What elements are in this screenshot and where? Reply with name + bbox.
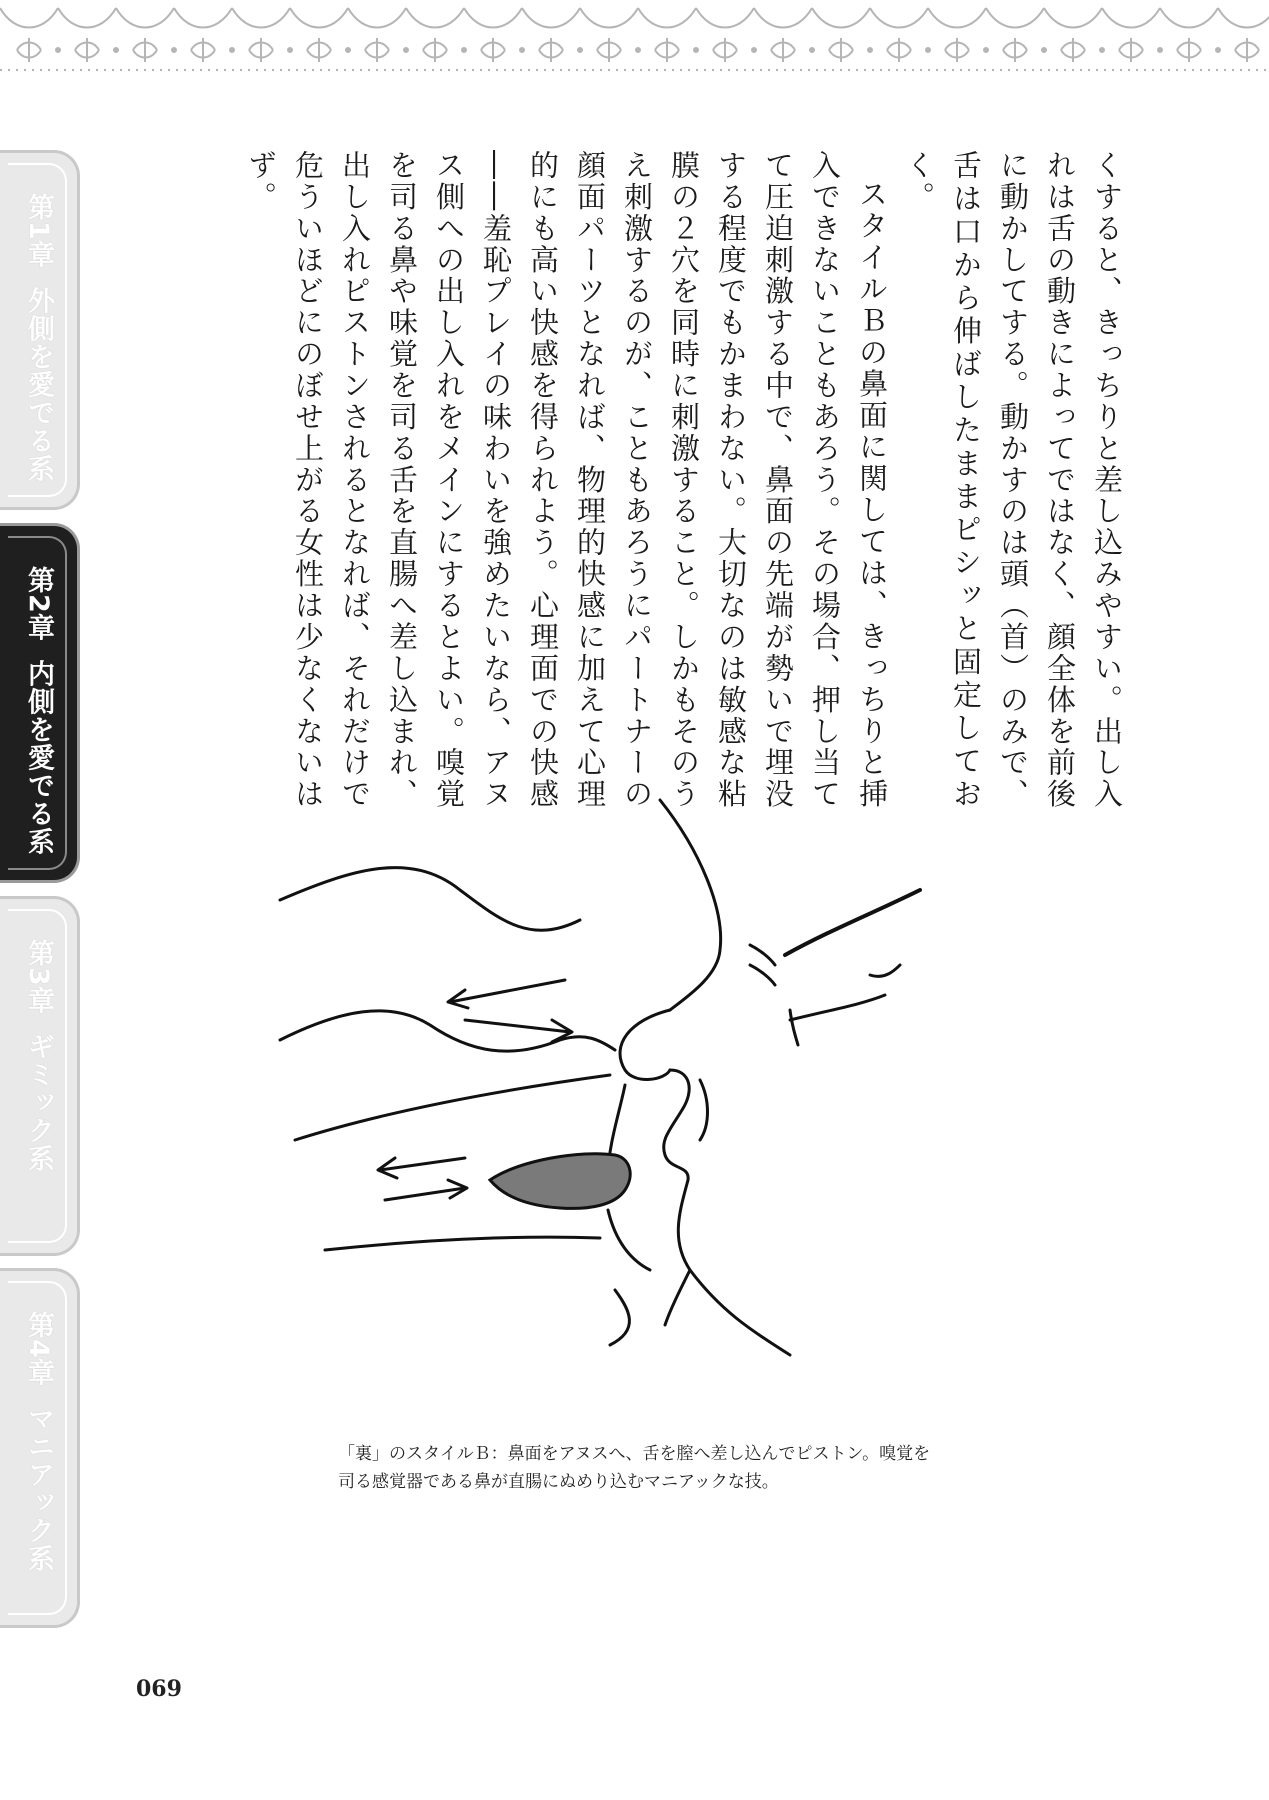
caption-line-1: 「裏」のスタイルＢ：鼻面をアヌスへ、舌を膣へ差し込んでピストン。嗅覚を [338, 1444, 931, 1464]
border-ornament [597, 38, 621, 62]
border-dot [1158, 48, 1162, 52]
border-scallop [406, 8, 464, 28]
border-dot [1216, 48, 1220, 52]
chapter-title: 内側を愛でる系 [23, 659, 54, 856]
upper-arrows [448, 980, 572, 1042]
chapter-number: 第2章 [23, 566, 54, 642]
border-dot [114, 48, 118, 52]
border-ornament [713, 38, 737, 62]
border-ornament [539, 38, 563, 62]
border-ornament [423, 38, 447, 62]
chapter-title: マニアック系 [23, 1404, 54, 1573]
lower-thigh-line [325, 1237, 600, 1250]
tongue-shape [490, 1154, 630, 1209]
nose-line [620, 1010, 670, 1079]
border-dot [1100, 48, 1104, 52]
border-scallop [812, 8, 870, 28]
decorative-top-border [0, 0, 1269, 80]
lower-arrows [378, 1158, 467, 1200]
border-scallop [1160, 8, 1218, 28]
border-ornament [481, 38, 505, 62]
caption-line-2: 司る感覚器である鼻が直腸にぬめり込むマニアックな技。 [338, 1472, 779, 1492]
border-dot [636, 48, 640, 52]
border-scallop [348, 8, 406, 28]
border-dot [752, 48, 756, 52]
arrow-left-upper [450, 980, 565, 1002]
border-scallop [928, 8, 986, 28]
jaw-line [665, 1270, 690, 1325]
border-ornament [1061, 38, 1085, 62]
chapter-tab-4[interactable] [0, 1268, 80, 1628]
chapter-number: 第3章 [23, 939, 54, 1015]
eyebrow-mark-1 [750, 945, 775, 965]
border-dot [1042, 48, 1046, 52]
chapter-title: 外側を愛でる系 [23, 286, 54, 483]
border-dot [694, 48, 698, 52]
border-ornament [307, 38, 331, 62]
border-dot [230, 48, 234, 52]
border-dot [810, 48, 814, 52]
chin-line [678, 1180, 790, 1355]
border-scallop [232, 8, 290, 28]
eyelid-line [790, 1010, 798, 1045]
arrow-right-lower [385, 1188, 465, 1200]
border-scallop [580, 8, 638, 28]
chapter-tab-label [16, 566, 60, 856]
illustration [270, 770, 970, 1430]
border-scallop [116, 8, 174, 28]
chapter-number: 第1章 [23, 193, 54, 269]
border-scallop [870, 8, 928, 28]
cheek-line [700, 1080, 708, 1140]
upper-thigh-line [295, 1075, 610, 1140]
border-ornament [17, 38, 41, 62]
border-scallop [290, 8, 348, 28]
border-dot [56, 48, 60, 52]
page-number: 069 [136, 1676, 182, 1702]
border-dot [984, 48, 988, 52]
lip-line [664, 1070, 690, 1180]
eye-crease [870, 965, 900, 976]
border-dot [172, 48, 176, 52]
border-ornament [655, 38, 679, 62]
border-ornament [1235, 38, 1259, 62]
upper-buttock-curve [280, 868, 580, 931]
border-dot [346, 48, 350, 52]
border-ornament [133, 38, 157, 62]
border-dot [926, 48, 930, 52]
border-scallop [0, 8, 58, 28]
border-dot [462, 48, 466, 52]
forehead-line [660, 800, 721, 1010]
border-scallop [638, 8, 696, 28]
tongue-underside-line [610, 1290, 629, 1345]
chapter-number: 第4章 [23, 1311, 54, 1387]
border-scallop [1044, 8, 1102, 28]
chapter-tab-label [16, 1311, 60, 1573]
chapter-tab-3[interactable] [0, 896, 80, 1256]
chapter-tab-1[interactable] [0, 150, 80, 510]
border-scallop [522, 8, 580, 28]
chapter-title: ギミック系 [23, 1032, 54, 1173]
border-scallop [986, 8, 1044, 28]
border-ornament [191, 38, 215, 62]
border-dot [520, 48, 524, 52]
chapter-tab-label [16, 193, 60, 483]
border-ornament [1177, 38, 1201, 62]
border-scallop [754, 8, 812, 28]
border-ornament [1003, 38, 1027, 62]
border-ornament [75, 38, 99, 62]
border-scallop [174, 8, 232, 28]
closed-eye-lower [790, 995, 885, 1020]
body-paragraph-1: くすると、きっちりと差し込みやすい。出し入れは舌の動きによってではなく、顔全体を前後に動かしてする。動かすのは頭（首）のみで、舌は口から伸ばしたままピシッと固定しておく。 [902, 150, 1124, 810]
border-dot [578, 48, 582, 52]
illustration-caption [338, 1440, 978, 1496]
border-dot [868, 48, 872, 52]
border-scallop [58, 8, 116, 28]
border-scallop [696, 8, 754, 28]
eyebrow-mark-2 [750, 965, 775, 985]
chapter-tab-label [16, 939, 60, 1173]
border-scallop [1218, 8, 1269, 28]
lower-lip-line [608, 1210, 650, 1270]
chapter-tab-2[interactable] [0, 523, 80, 883]
border-scallop [464, 8, 522, 28]
border-dot [288, 48, 292, 52]
border-ornament [945, 38, 969, 62]
border-ornament [1119, 38, 1143, 62]
border-ornament [829, 38, 853, 62]
border-scallop [1102, 8, 1160, 28]
body-text [244, 150, 1130, 810]
border-ornament [887, 38, 911, 62]
border-ornament [771, 38, 795, 62]
border-ornament [249, 38, 273, 62]
body-paragraph-2: スタイルＢの鼻面に関しては、きっちりと挿入できないこともあろう。その場合、押し当てて圧迫刺激する中で、鼻面の先端が勢いで埋没する程度でもかまわない。大切なのは敏感な粘膜の２穴を同時に刺激すること。しかもそのうえ刺激するのが、こともあろうにパートナーの顔面パーツとなれば、物理的快感に加えて心理的にも高い快感を得られよう。心理面での快感――羞恥プレイの味わいを強めたいなら、アヌス側への出し入れをメインにするとよい。嗅覚を司る鼻や味覚を司る舌を直腸へ差し込まれ、出し入れピストンされるとなれば、それだけで危ういほどにのぼせ上がる女性は少なくないはず。 [244, 150, 889, 810]
border-dot [404, 48, 408, 52]
border-ornament [365, 38, 389, 62]
closed-eye-upper [785, 890, 920, 955]
